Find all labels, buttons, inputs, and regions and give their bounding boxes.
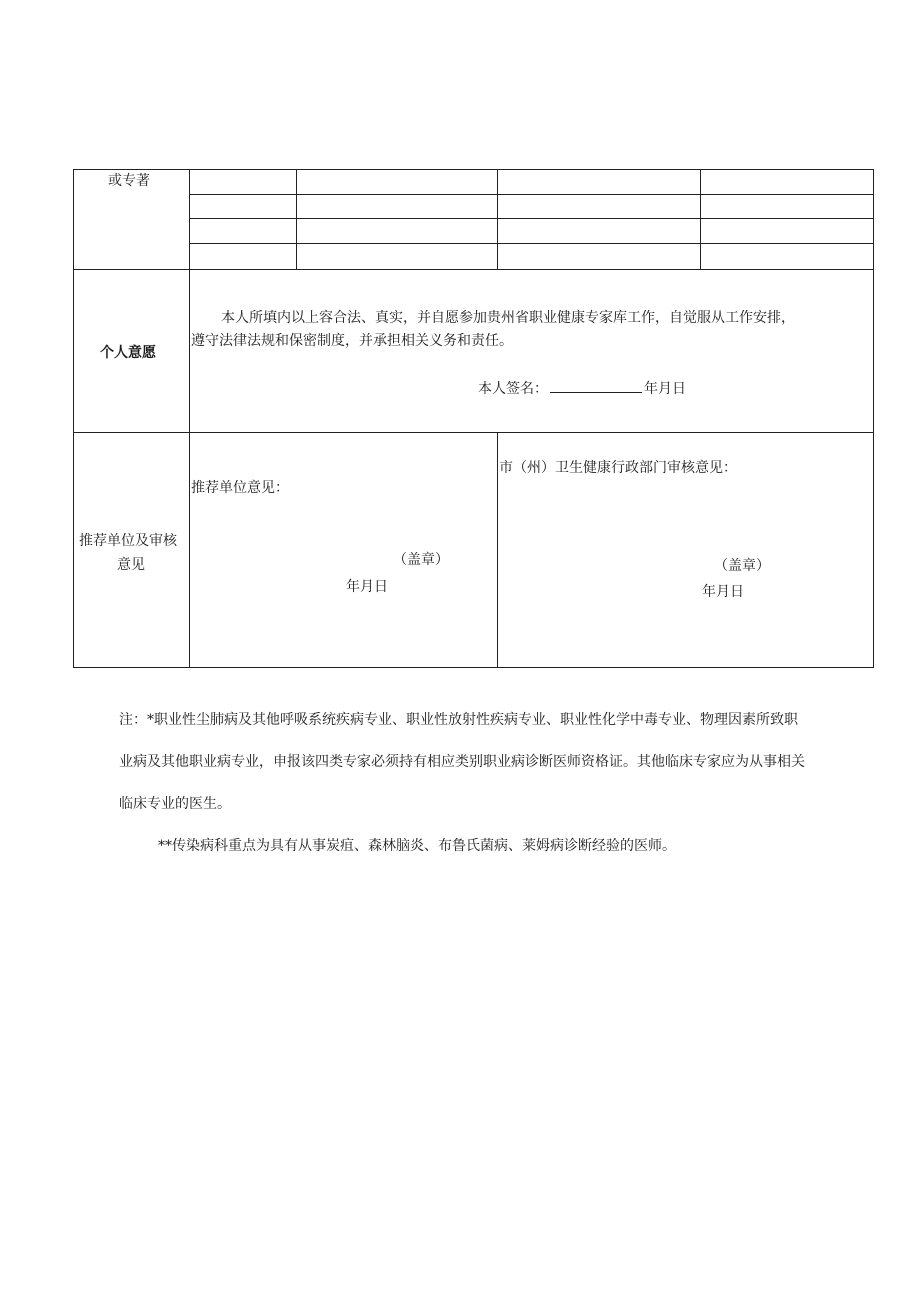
- personal-statement-line1: 本人所填内以上容合法、真实，并自愿参加贵州省职业健康专家库工作，自觉服从工作安排，: [221, 310, 795, 326]
- signature-field[interactable]: [550, 380, 642, 393]
- table-grid-line: [296, 169, 297, 270]
- recommend-unit-date: 年月日: [346, 579, 388, 595]
- signature-label: 本人签名：: [478, 381, 548, 397]
- row-label-personal-intention: 个人意愿: [100, 345, 156, 361]
- city-review-label: 市（州）卫生健康行政部门审核意见：: [499, 460, 737, 476]
- table-opinion-divider: [497, 432, 498, 668]
- recommend-unit-label: 推荐单位意见：: [191, 480, 289, 496]
- table-border-left: [73, 169, 74, 668]
- note-line2: 业病及其他职业病专业，申报该四类专家必须持有相应类别职业病诊断医师资格证。其他临床专家应为从事相关: [119, 754, 805, 770]
- table-border-bottom: [73, 667, 874, 668]
- table-grid-line: [189, 194, 874, 195]
- table-border-top: [73, 169, 874, 170]
- table-row-divider: [73, 432, 874, 433]
- personal-statement-line2: 遵守法律法规和保密制度，并承担相关义务和责任。: [191, 333, 513, 349]
- row-label-recommend-line1: 推荐单位及审核: [79, 533, 177, 549]
- table-row-divider: [73, 269, 874, 270]
- table-grid-line: [189, 243, 874, 244]
- signature-date-label: 年月日: [644, 381, 686, 397]
- note-line1: 注：*职业性尘肺病及其他呼吸系统疾病专业、职业性放射性疾病专业、职业性化学中毒专业、物理因素所致职: [119, 712, 798, 728]
- recommend-unit-seal: （盖章）: [393, 552, 449, 568]
- row-label-recommend-line2: 意见: [117, 557, 145, 573]
- note-line3: 临床专业的医生。: [119, 796, 231, 812]
- note-line4: **传染病科重点为具有从事炭疽、森林脑炎、布鲁氏菌病、莱姆病诊断经验的医师。: [158, 838, 676, 854]
- city-review-seal: （盖章）: [714, 558, 770, 574]
- table-grid-line: [700, 169, 701, 270]
- city-review-date: 年月日: [702, 584, 744, 600]
- table-border-right: [873, 169, 874, 668]
- table-grid-line: [189, 218, 874, 219]
- table-grid-line: [497, 169, 498, 270]
- row-label-publications: 或专著: [108, 173, 150, 189]
- signature-line: [478, 380, 686, 398]
- table-label-column-divider: [189, 169, 190, 668]
